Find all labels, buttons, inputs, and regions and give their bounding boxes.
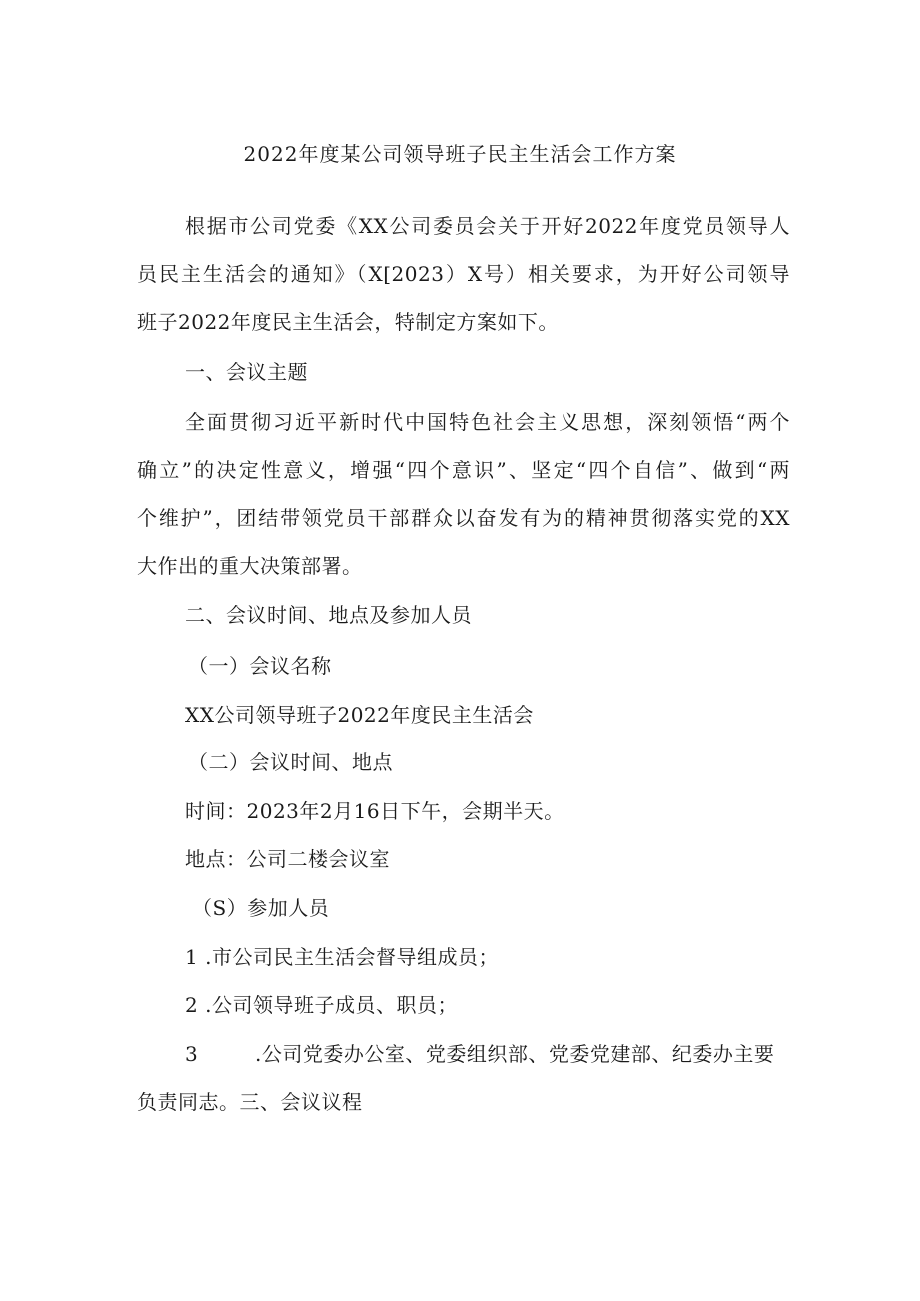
sub3-heading: （S）参加人员 [192,896,330,920]
list-item-3 [185,1040,790,1068]
time-line: 时间：2023年2月16日下午，会期半天。 [185,799,565,823]
sub1-heading: （一）会议名称 [188,654,332,678]
document-title: 2022年度某公司领导班子民主生活会工作方案 [243,142,677,166]
section1-heading: 一、会议主题 [185,360,308,384]
sub2-heading: （二）会议时间、地点 [188,750,393,774]
section1-line-4: 大作出的重大决策部署。 [137,554,363,578]
sub1-body: XX公司领导班子2022年度民主生活会 [185,703,534,727]
list-item-2: 2 .公司领导班子成员、职员； [185,993,458,1017]
section1-line-1: 全面贯彻习近平新时代中国特色社会主义思想，深刻领悟“两个 [185,410,790,434]
intro-line-1: 根据市公司党委《XX公司委员会关于开好2022年度党员领导人 [185,214,790,238]
list-item-1: 1 .市公司民主生活会督导组成员； [185,945,499,969]
place-line: 地点：公司二楼会议室 [185,847,390,871]
section1-line-2: 确立”的决定性意义，增强“四个意识”、坚定“四个自信”、做到“两 [137,458,790,482]
list-item-3-number: 3 [185,1042,199,1066]
list-item-3-continuation: 负责同志。三、会议议程 [137,1090,363,1114]
intro-line-3: 班子2022年度民主生活会，特制定方案如下。 [137,310,559,334]
section2-heading: 二、会议时间、地点及参加人员 [185,603,472,627]
section1-line-3: 个维护”，团结带领党员干部群众以奋发有为的精神贯彻落实党的XX [137,506,790,530]
intro-line-2: 员民主生活会的通知》（X[2023）X号）相关要求，为开好公司领导 [137,262,790,286]
list-item-3-text: .公司党委办公室、党委组织部、党委党建部、纪委办主要 [255,1042,775,1066]
